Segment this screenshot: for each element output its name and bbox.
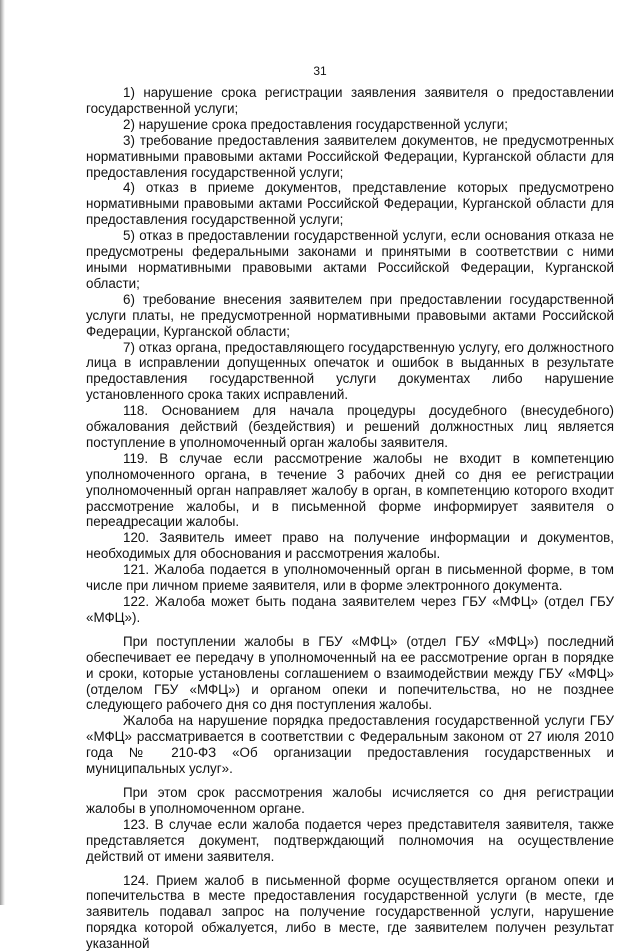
clause-120: 120. Заявитель имеет право на получение информации и документов, необходимых для обоснования и рассмотрения жалобы. <box>86 530 614 562</box>
clause-122-term: При этом срок рассмотрения жалобы исчисляется со дня регистрации жалобы в уполномоченном органе. <box>86 785 614 817</box>
clause-122-mfc-complaint: Жалоба на нарушение порядка предоставления государственной услуги ГБУ «МФЦ» рассматривается в соответствии с Федеральным законом от 27 июля 2010 года № 210-ФЗ «Об организации предоставления государственных и муниципальных услуг». <box>86 713 614 777</box>
list-item-6: 6) требование внесения заявителем при предоставлении государственной услуги платы, не предусмотренной нормативными правовыми актами Российской Федерации, Курганской области; <box>86 292 614 340</box>
list-item-5: 5) отказ в предоставлении государственной услуги, если основания отказа не предусмотрены федеральными законами и принятыми в соответствии с ними иными нормативными правовыми актами Российской Федерации, Курганской области; <box>86 228 614 292</box>
list-item-3: 3) требование предоставления заявителем документов, не предусмотренных нормативными правовыми актами Российской Федерации, Курганской области для предоставления государственной услуги; <box>86 133 614 181</box>
list-item-4: 4) отказ в приеме документов, представление которых предусмотрено нормативными правовыми актами Российской Федерации, Курганской области для предоставления государственной услуги; <box>86 180 614 228</box>
clause-121: 121. Жалоба подается в уполномоченный орган в письменной форме, в том числе при личном приеме заявителя, или в форме электронного документа. <box>86 562 614 594</box>
clause-122: 122. Жалоба может быть подана заявителем через ГБУ «МФЦ» (отдел ГБУ «МФЦ»). <box>86 594 614 626</box>
list-item-7: 7) отказ органа, предоставляющего государственную услугу, его должностного лица в исправлении допущенных опечаток и ошибок в выданных в результате предоставления государственной услуги документах либо нарушение установленного срока таких исправлений. <box>86 340 614 404</box>
clause-122-mfc-transfer: При поступлении жалобы в ГБУ «МФЦ» (отдел ГБУ «МФЦ») последний обеспечивает ее передачу в уполномоченный на ее рассмотрение орган в порядке и сроки, которые установлены соглашением о взаимодействии между ГБУ «МФЦ» (отделом ГБУ «МФЦ») и органом опеки и попечительства, но не позднее следующего рабочего дня со дня поступления жалобы. <box>86 634 614 714</box>
clause-124: 124. Прием жалоб в письменной форме осуществляется органом опеки и попечительства в месте предоставления государственной услуги (в месте, где заявитель подавал запрос на получение государственной услуги, нарушение порядка которой обжалуется, либо в месте, где заявителем получен результат указанной <box>86 873 614 952</box>
scan-left-edge <box>0 0 5 905</box>
clause-118: 118. Основанием для начала процедуры досудебного (внесудебного) обжалования действий (бездействия) и решений должностных лиц является поступление в уполномоченный орган жалобы заявителя. <box>86 403 614 451</box>
page-number: 31 <box>0 64 640 78</box>
clause-119: 119. В случае если рассмотрение жалобы не входит в компетенцию уполномоченного органа, в течение 3 рабочих дней со дня ее регистрации уполномоченный орган направляет жалобу в орган, в компетенцию которого входит рассмотрение жалобы, и в письменной форме информирует заявителя о переадресации жалобы. <box>86 451 614 531</box>
document-body <box>86 85 614 952</box>
list-item-2: 2) нарушение срока предоставления государственной услуги; <box>86 117 614 133</box>
list-item-1: 1) нарушение срока регистрации заявления заявителя о предоставлении государственной услуги; <box>86 85 614 117</box>
clause-123: 123. В случае если жалоба подается через представителя заявителя, также представляется документ, подтверждающий полномочия на осуществление действий от имени заявителя. <box>86 817 614 865</box>
